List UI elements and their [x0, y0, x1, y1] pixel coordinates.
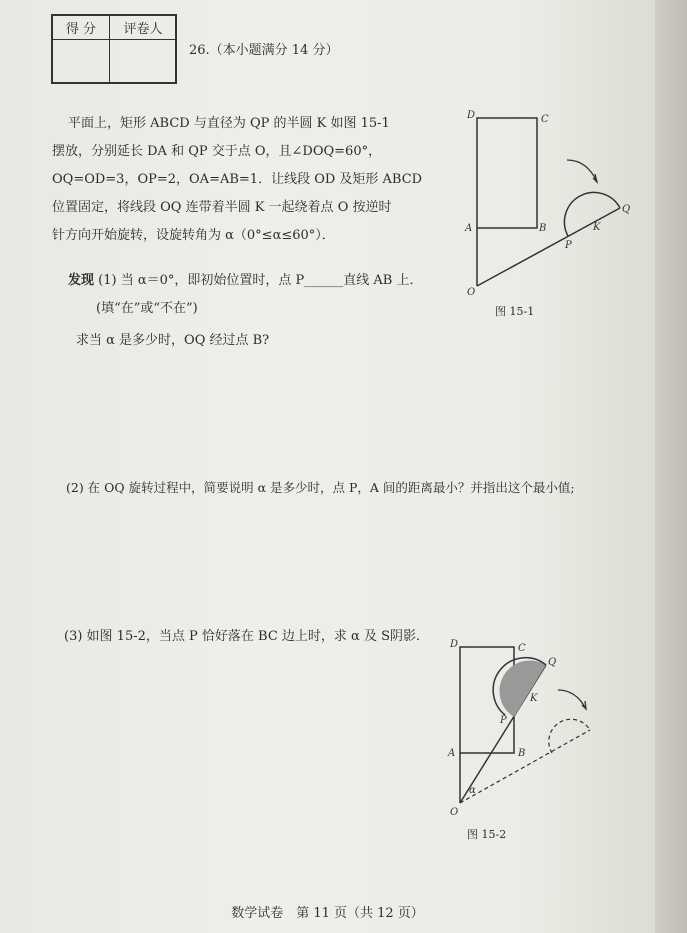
fig2-label-q: Q: [548, 657, 557, 668]
fig1-label-c: C: [541, 114, 549, 125]
part2-text: (2) 在 OQ 旋转过程中，简要说明 α 是多少时，点 P，A 间的距离最小？并指出这个最小值;: [66, 480, 575, 495]
fig1-label-d: D: [467, 110, 476, 121]
fig2-label-k: K: [530, 693, 538, 704]
fig2-label-c: C: [518, 643, 526, 654]
fig1-label-b: B: [539, 223, 547, 234]
fig2-label-o: O: [450, 807, 459, 818]
fig1-label-p: P: [565, 240, 572, 251]
question-title: 26.（本小题满分 14 分）: [189, 43, 339, 58]
rotation-arrow: [567, 160, 597, 182]
page-footer: 数学试卷 第 11 页（共 12 页）: [231, 906, 424, 921]
fig1-label-o: O: [467, 287, 476, 298]
figure-15-2: [440, 635, 620, 825]
rotation-arrow: [558, 690, 586, 709]
fig2-label-b: B: [518, 748, 526, 759]
score-table-divider-h: [53, 39, 175, 40]
problem-line-2: 摆放，分别延长 DA 和 QP 交于点 O，且∠DOQ=60°，: [52, 144, 382, 159]
part1-line2: (填“在”或“不在”): [96, 301, 198, 316]
initial-semicircle: [549, 719, 590, 753]
problem-line-4: 位置固定，将线段 OQ 连带着半圆 K 一起绕着点 O 按逆时: [52, 200, 392, 215]
page-edge: [655, 0, 687, 933]
rect-abcd: [477, 118, 537, 228]
part3-text: (3) 如图 15-2，当点 P 恰好落在 BC 边上时，求 α 及 S阴影．: [64, 629, 429, 644]
fig1-label-k: K: [593, 222, 601, 233]
problem-line-3: OQ=OD=3，OP=2，OA=AB=1．让线段 OD 及矩形 ABCD: [52, 172, 423, 187]
score-table: [51, 14, 177, 84]
problem-line-5: 针方向开始旋转，设旋转角为 α（0°≤α≤60°）．: [52, 228, 335, 243]
fig2-label-p: P: [500, 715, 507, 726]
part1-label: 发现: [68, 273, 95, 288]
part1-text: (1) 当 α＝0°，即初始位置时，点 P______直线 AB 上．: [98, 273, 423, 288]
part1-line3: 求当 α 是多少时，OQ 经过点 B?: [76, 333, 270, 348]
problem-line-1: 平面上，矩形 ABCD 与直径为 QP 的半圆 K 如图 15-1: [68, 116, 390, 131]
fig2-label-d: D: [450, 639, 459, 650]
fig2-label-a: A: [448, 748, 456, 759]
part1-line1: [68, 269, 422, 288]
figure-15-2-caption: 图 15-2: [467, 828, 507, 841]
figure-15-1: [455, 100, 645, 300]
grader-header: 评卷人: [123, 22, 163, 37]
fig1-label-a: A: [465, 223, 473, 234]
initial-position-line: [460, 730, 590, 803]
fig2-label-alpha: α: [469, 785, 476, 796]
fig1-label-q: Q: [622, 204, 631, 215]
score-header: 得 分: [65, 22, 97, 37]
shaded-region: [499, 660, 546, 717]
figure-15-1-caption: 图 15-1: [495, 305, 535, 318]
line-oq: [477, 208, 620, 286]
